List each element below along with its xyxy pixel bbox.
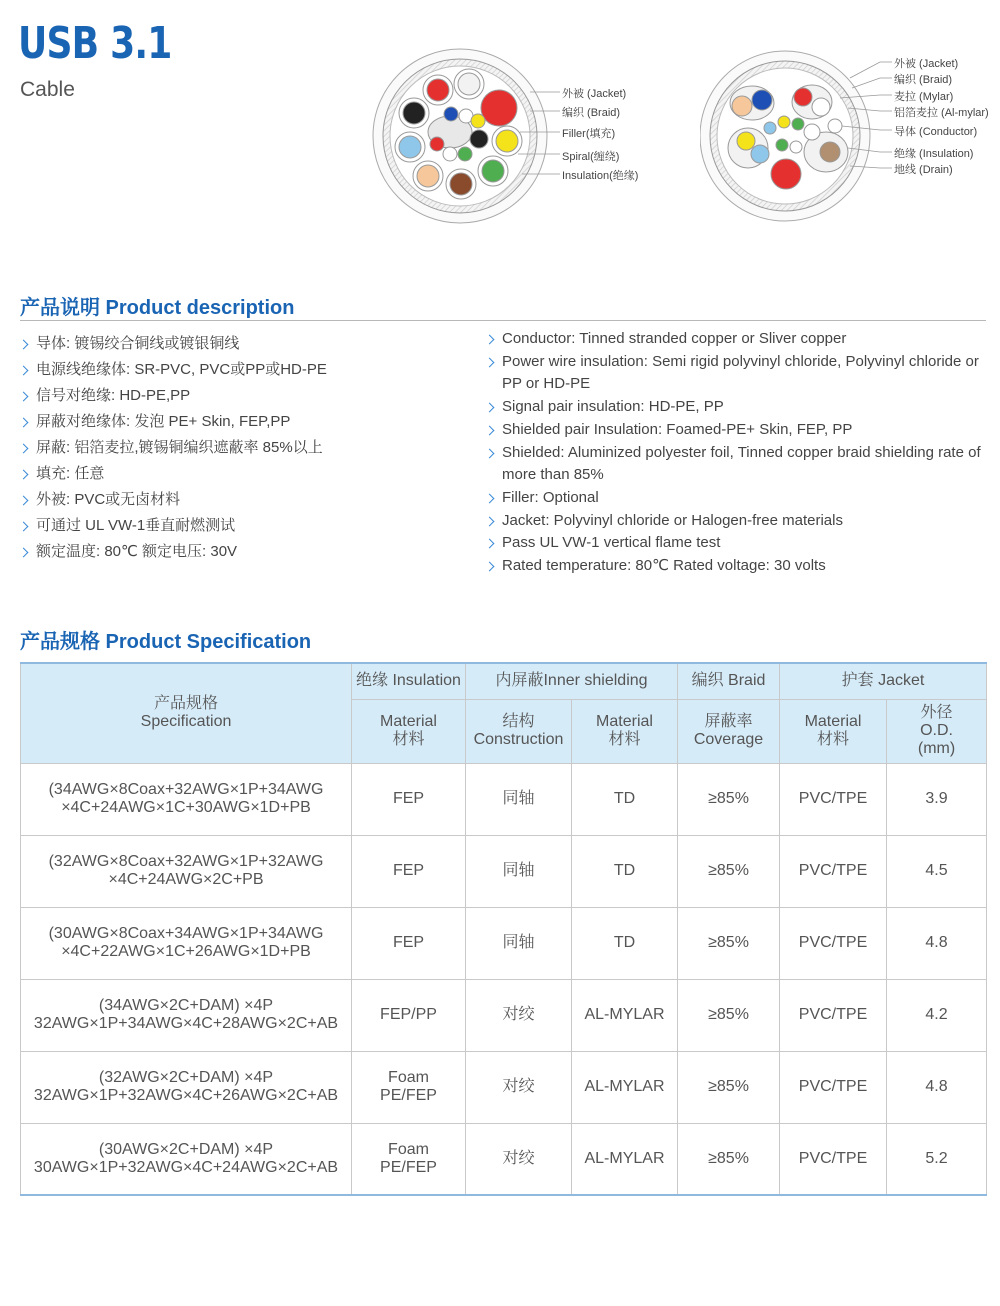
left-diagram-label: Insulation(绝缘)	[562, 170, 639, 182]
col-header-od: 外径 O.D. (mm)	[887, 699, 987, 763]
list-item: 屏蔽: 铝箔麦拉,镀锡铜编织遮蔽率 85%以上	[20, 435, 460, 461]
right-diagram-label: 铝箔麦拉 (Al-mylar)	[894, 107, 989, 119]
col-header-insulation: 绝缘 Insulation	[352, 663, 466, 699]
specification-heading: 产品规格 Product Specification	[20, 631, 312, 653]
left-diagram-label: Filler(填充)	[562, 128, 616, 140]
table-row	[21, 835, 987, 907]
list-item: 额定温度: 80℃ 额定电压: 30V	[20, 539, 460, 565]
cell-coverage: ≥85%	[678, 763, 780, 835]
cell-od: 5.2	[887, 1123, 987, 1195]
list-item: Jacket: Polyvinyl chloride or Halogen-free materials	[486, 510, 996, 533]
table-row	[21, 979, 987, 1051]
cell-od: 4.5	[887, 835, 987, 907]
cell-jacket: PVC/TPE	[780, 1051, 887, 1123]
cell-jacket: PVC/TPE	[780, 907, 887, 979]
list-item: 可通过 UL VW-1垂直耐燃测试	[20, 513, 460, 539]
list-item: Shielded pair Insulation: Foamed-PE+ Skin, FEP, PP	[486, 419, 996, 442]
cell-shield: TD	[572, 835, 678, 907]
list-item: Conductor: Tinned stranded copper or Sliver copper	[486, 328, 996, 351]
right-diagram-label: 麦拉 (Mylar)	[894, 91, 954, 103]
cell-od: 4.2	[887, 979, 987, 1051]
list-item: Shielded: Aluminized polyester foil, Tinned copper braid shielding rate of more than 85%	[486, 442, 996, 487]
cell-shield: AL-MYLAR	[572, 979, 678, 1051]
col-header-inner-shielding: 内屏蔽Inner shielding	[466, 663, 678, 699]
cell-coverage: ≥85%	[678, 979, 780, 1051]
cell-coverage: ≥85%	[678, 1051, 780, 1123]
col-header-spec: 产品规格 Specification	[21, 663, 352, 763]
right-diagram-label: 导体 (Conductor)	[894, 126, 978, 138]
list-item: 屏蔽对绝缘体: 发泡 PE+ Skin, FEP,PP	[20, 409, 460, 435]
description-list-cn	[20, 331, 460, 565]
table-row	[21, 907, 987, 979]
cell-insulation: FEP/PP	[352, 979, 466, 1051]
cell-construction: 对绞	[466, 1051, 572, 1123]
cell-jacket: PVC/TPE	[780, 835, 887, 907]
table-row	[21, 1123, 987, 1195]
cell-construction: 对绞	[466, 979, 572, 1051]
cell-coverage: ≥85%	[678, 907, 780, 979]
cell-coverage: ≥85%	[678, 1123, 780, 1195]
cell-insulation: FEP	[352, 763, 466, 835]
list-item: 外被: PVC或无卤材料	[20, 487, 460, 513]
cell-insulation: Foam PE/FEP	[352, 1051, 466, 1123]
cell-insulation: Foam PE/FEP	[352, 1123, 466, 1195]
list-item: 导体: 镀锡绞合铜线或镀银铜线	[20, 331, 460, 357]
cell-spec: (30AWG×2C+DAM) ×4P 30AWG×1P+32AWG×4C+24AWG×2C+AB	[21, 1123, 352, 1195]
cell-od: 4.8	[887, 1051, 987, 1123]
cell-spec: (30AWG×8Coax+34AWG×1P+34AWG ×4C+22AWG×1C+26AWG×1D+PB	[21, 907, 352, 979]
cell-jacket: PVC/TPE	[780, 979, 887, 1051]
list-item: Pass UL VW-1 vertical flame test	[486, 532, 996, 555]
col-header-jacket: 护套 Jacket	[780, 663, 987, 699]
cell-shield: AL-MYLAR	[572, 1051, 678, 1123]
cell-od: 4.8	[887, 907, 987, 979]
cell-shield: TD	[572, 763, 678, 835]
cable-cross-section-twisted-pair	[700, 48, 998, 228]
description-rule	[20, 320, 986, 321]
page-title: USB 3.1	[18, 18, 172, 69]
col-header-coverage: 屏蔽率 Coverage	[678, 699, 780, 763]
list-item: 电源线绝缘体: SR-PVC, PVC或PP或HD-PE	[20, 357, 460, 383]
cell-shield: TD	[572, 907, 678, 979]
left-diagram-label: 外被 (Jacket)	[562, 88, 627, 100]
cell-spec: (32AWG×8Coax+32AWG×1P+32AWG ×4C+24AWG×2C+PB	[21, 835, 352, 907]
cell-insulation: FEP	[352, 835, 466, 907]
col-header-jacket-material: Material 材料	[780, 699, 887, 763]
col-header-braid: 编织 Braid	[678, 663, 780, 699]
cell-jacket: PVC/TPE	[780, 1123, 887, 1195]
list-item: Rated temperature: 80℃ Rated voltage: 30 volts	[486, 555, 996, 578]
specification-table	[20, 662, 987, 1196]
list-item: 信号对绝缘: HD-PE,PP	[20, 383, 460, 409]
cable-cross-section-coax	[370, 48, 660, 228]
list-item: Signal pair insulation: HD-PE, PP	[486, 396, 996, 419]
list-item: Power wire insulation: Semi rigid polyvinyl chloride, Polyvinyl chloride or PP or HD-PE	[486, 351, 996, 396]
col-header-shield-material: Material 材料	[572, 699, 678, 763]
description-heading: 产品说明 Product description	[20, 297, 295, 319]
cell-spec: (34AWG×2C+DAM) ×4P 32AWG×1P+34AWG×4C+28AWG×2C+AB	[21, 979, 352, 1051]
cell-construction: 同轴	[466, 835, 572, 907]
right-diagram-label: 外被 (Jacket)	[894, 58, 959, 70]
list-item: Filler: Optional	[486, 487, 996, 510]
col-header-construction: 结构 Construction	[466, 699, 572, 763]
right-diagram-label: 编织 (Braid)	[894, 74, 953, 86]
col-header-insulation-material: Material 材料	[352, 699, 466, 763]
cell-spec: (34AWG×8Coax+32AWG×1P+34AWG ×4C+24AWG×1C+30AWG×1D+PB	[21, 763, 352, 835]
left-diagram-label: 编织 (Braid)	[562, 107, 621, 119]
table-row	[21, 763, 987, 835]
right-diagram-label: 地线 (Drain)	[894, 164, 953, 176]
cell-jacket: PVC/TPE	[780, 763, 887, 835]
description-list-en	[486, 328, 996, 578]
cell-construction: 对绞	[466, 1123, 572, 1195]
left-diagram-label: Spiral(缠绕)	[562, 151, 620, 163]
cell-insulation: FEP	[352, 907, 466, 979]
table-row	[21, 1051, 987, 1123]
list-item: 填充: 任意	[20, 461, 460, 487]
cell-coverage: ≥85%	[678, 835, 780, 907]
page-subtitle: Cable	[20, 78, 75, 101]
cell-od: 3.9	[887, 763, 987, 835]
right-diagram-label: 绝缘 (Insulation)	[894, 148, 974, 160]
cell-shield: AL-MYLAR	[572, 1123, 678, 1195]
cell-spec: (32AWG×2C+DAM) ×4P 32AWG×1P+32AWG×4C+26AWG×2C+AB	[21, 1051, 352, 1123]
cell-construction: 同轴	[466, 763, 572, 835]
cell-construction: 同轴	[466, 907, 572, 979]
